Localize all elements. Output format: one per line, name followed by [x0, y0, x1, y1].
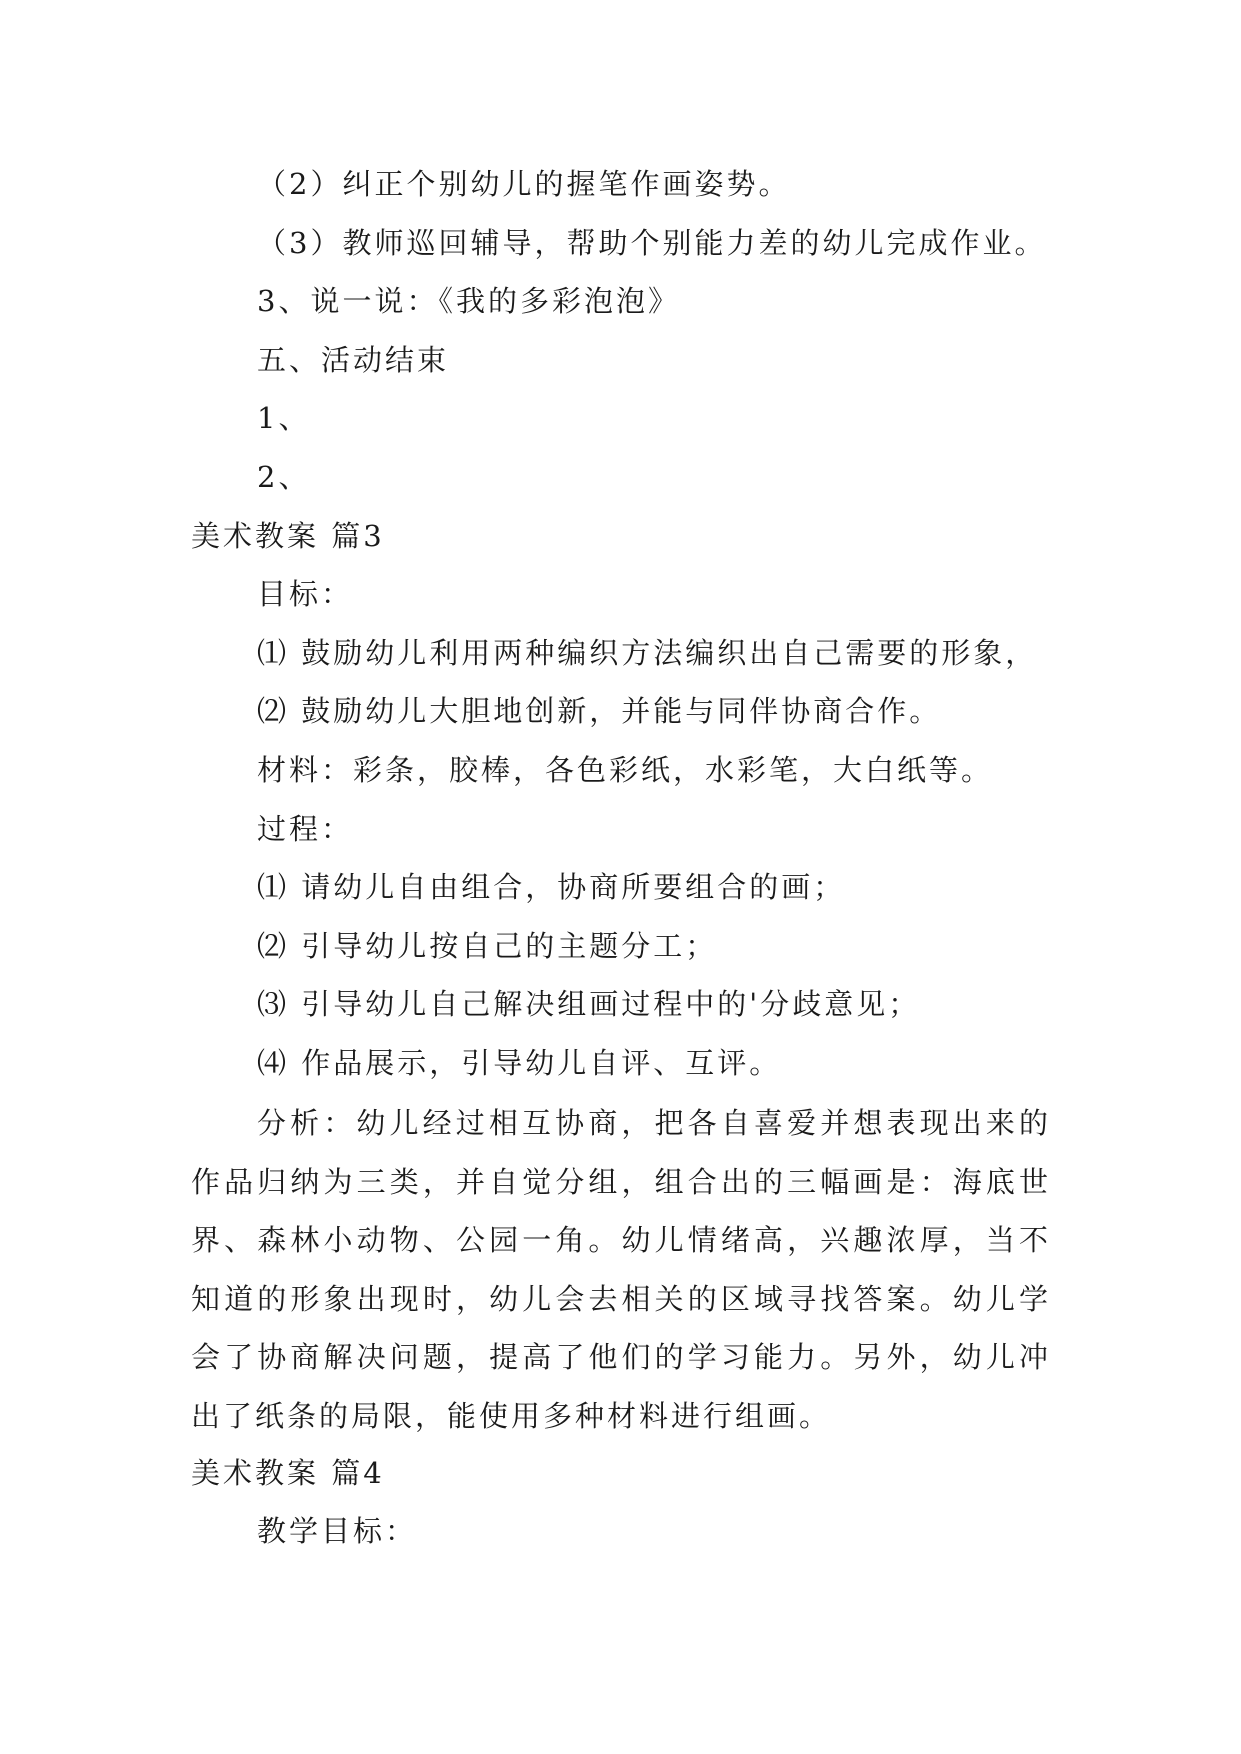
- list-item-1: 1、: [257, 401, 311, 435]
- process-item: ⑶ 引导幼儿自己解决组画过程中的'分歧意见；: [257, 987, 921, 1021]
- goal-item: ⑵ 鼓励幼儿大胆地创新，并能与同伴协商合作。: [257, 694, 942, 728]
- analysis-paragraph: 分析：幼儿经过相互协商，把各自喜爱并想表现出来的作品归纳为三类，并自觉分组，组合出的三幅画是：海底世界、森林小动物、公园一角。幼儿情绪高，兴趣浓厚，当不知道的形象出现时，幼儿会去相关的区域寻找答案。幼儿学会了协商解决问题，提高了他们的学习能力。另外，幼儿冲出了纸条的局限，能使用多种材料进行组画。: [191, 1106, 1051, 1433]
- materials-line: 材料：彩条，胶棒，各色彩纸，水彩笔，大白纸等。: [257, 753, 994, 787]
- process-label: 过程：: [257, 812, 354, 846]
- text-line: （2）纠正个别幼儿的握笔作画姿势。: [257, 167, 791, 201]
- goal-label: 目标：: [257, 577, 354, 611]
- section-heading: 美术教案 篇3: [191, 519, 385, 553]
- list-item-2: 2、: [257, 460, 311, 494]
- goal-label: 教学目标：: [257, 1514, 418, 1548]
- text-line: （3）教师巡回辅导，帮助个别能力差的幼儿完成作业。: [257, 226, 1047, 260]
- goal-item: ⑴ 鼓励幼儿利用两种编织方法编织出自己需要的形象，: [257, 636, 1038, 670]
- section-heading-5: 五、活动结束: [257, 343, 450, 377]
- text-line: 3、说一说：《我的多彩泡泡》: [257, 284, 680, 318]
- process-item: ⑵ 引导幼儿按自己的主题分工；: [257, 929, 718, 963]
- process-item: ⑴ 请幼儿自由组合，协商所要组合的画；: [257, 870, 846, 904]
- section-heading: 美术教案 篇4: [191, 1456, 385, 1490]
- process-item: ⑷ 作品展示，引导幼儿自评、互评。: [257, 1046, 782, 1080]
